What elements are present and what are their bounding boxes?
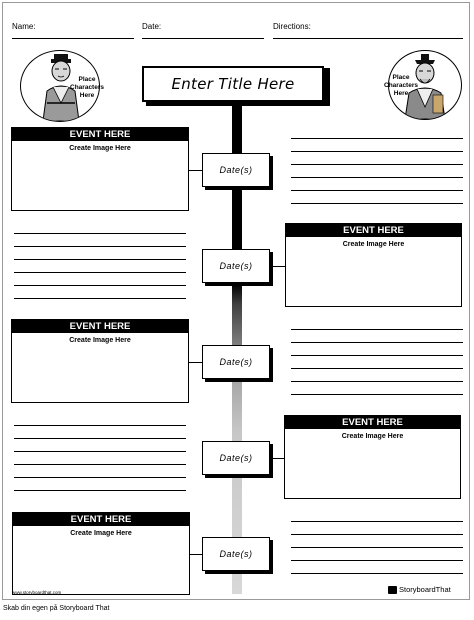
writing-line [291,573,463,574]
watermark-url: www.storyboardthat.com [12,590,62,595]
writing-line [291,521,463,522]
event-title: EVENT HERE [12,320,188,333]
event-title: EVENT HERE [286,224,461,237]
event-box-1[interactable] [11,127,189,211]
date-box-3[interactable]: Date(s) [202,345,270,379]
connector-1 [188,170,202,171]
date-box-1[interactable]: Date(s) [202,153,270,187]
date-label: Date: [142,22,162,31]
date-box-5[interactable]: Date(s) [202,537,270,571]
event-box-3[interactable] [11,319,189,403]
writing-line [14,464,186,465]
writing-line [14,451,186,452]
event-title: EVENT HERE [13,513,189,526]
writing-line [291,381,463,382]
storyboard-logo-icon [388,586,397,594]
image-placeholder: Create Image Here [70,530,132,537]
writing-line [14,477,186,478]
image-placeholder: Create Image Here [341,433,404,440]
directions-line [273,38,463,39]
directions-label: Directions: [273,22,311,31]
portrait-caption-right: Place Characters Here [384,74,418,97]
writing-line [291,342,463,343]
image-placeholder: Create Image Here [69,337,131,344]
writing-line [291,368,463,369]
writing-line [291,151,463,152]
writing-line [291,177,463,178]
storyboardthat-logo [388,585,451,594]
event-box-4[interactable] [284,415,461,499]
writing-line [291,164,463,165]
name-label: Name: [12,22,36,31]
image-placeholder: Create Image Here [69,145,131,152]
name-line [12,38,134,39]
writing-line [291,534,463,535]
writing-line [291,547,463,548]
date-box-4[interactable]: Date(s) [202,441,270,475]
image-placeholder: Create Image Here [342,241,405,248]
connector-4 [270,458,284,459]
writing-line [14,490,186,491]
writing-line [291,394,463,395]
date-line [142,38,264,39]
connector-3 [188,362,202,363]
writing-line [291,329,463,330]
writing-line [291,138,463,139]
date-box-2[interactable]: Date(s) [202,249,270,283]
writing-line [291,203,463,204]
writing-line [14,298,186,299]
logo-text: StoryboardThat [399,585,451,594]
writing-line [14,425,186,426]
event-title: EVENT HERE [285,416,460,429]
writing-line [14,438,186,439]
event-box-2[interactable] [285,223,462,307]
writing-line [14,285,186,286]
event-title: EVENT HERE [12,128,188,141]
writing-line [14,246,186,247]
connector-5 [189,554,202,555]
portrait-caption-left: Place Characters Here [70,76,104,99]
footer-caption[interactable]: Skab din egen på Storyboard That [3,605,110,612]
writing-line [291,560,463,561]
connector-2 [270,266,286,267]
writing-line [14,272,186,273]
title-box[interactable]: Enter Title Here [142,66,324,102]
event-box-5[interactable] [12,512,190,595]
writing-line [14,233,186,234]
writing-line [291,190,463,191]
writing-line [14,259,186,260]
writing-line [291,355,463,356]
